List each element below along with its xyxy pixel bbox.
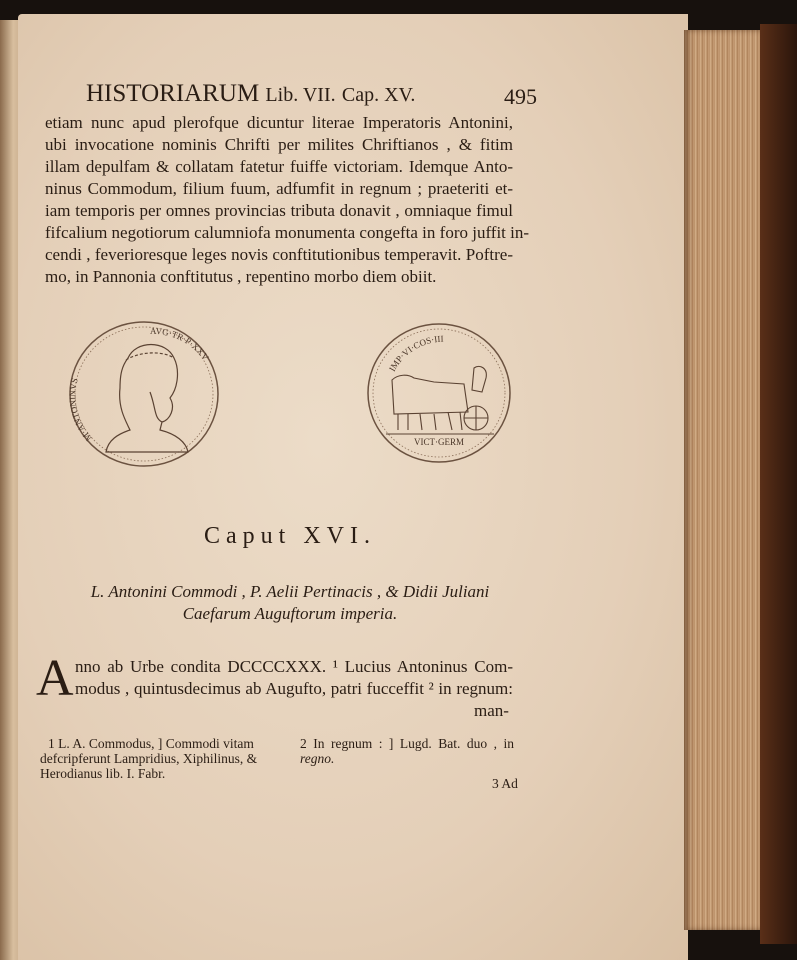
chapter-subtitle-line: L. Antonini Commodi , P. Aelii Pertinacis , & Didii Juliani [90, 582, 490, 601]
drop-cap: A [36, 650, 74, 707]
page-number: 495 [504, 84, 537, 109]
reverse-legend: IMP·VI·COS·III [386, 333, 444, 374]
running-head-chapter: Cap. XV. [341, 84, 416, 106]
body-line: fifcalium negotiorum calumniofa monumenta congefta in foro juffit in- [45, 223, 530, 242]
running-head [86, 80, 415, 109]
body-line: mo, in Pannonia conftitutus , repentino morbo diem obiit. [45, 267, 437, 286]
footnote-1: defcripferunt Lampridius, Xiphilinus, & [40, 751, 258, 766]
body-line: ninus Commodum, filium fuum, adfumfit in regnum ; praeteriti et- [45, 179, 513, 198]
footnote-next-catch: 3 Ad [492, 776, 518, 791]
body-line: cendi , feverioresque leges novis conftitutionibus temperavit. Poftre- [45, 245, 513, 264]
footnote-1: Herodianus lib. I. Fabr. [40, 766, 166, 781]
obverse-legend-left: M·ANTONINVS [67, 377, 94, 444]
catchword: man- [474, 701, 509, 720]
book-cover [760, 24, 797, 944]
chapter-heading: Caput XVI. [204, 523, 376, 549]
obverse-legend-right: AVG·TR·P·XXV [149, 325, 211, 363]
chapter-subtitle-line: Caefarum Auguftorum imperia. [182, 604, 398, 623]
body-line: iam temporis per omnes provincias tributa donavit , omniaque fimul [45, 201, 513, 220]
emperor-portrait-icon [106, 345, 188, 453]
footnote-2: regno. [300, 751, 335, 766]
body-line: etiam nunc apud plerofque dicuntur literae Imperatoris Antonini, [45, 113, 513, 132]
coin-obverse [66, 318, 222, 470]
reverse-exergue: VICT·GERM [414, 437, 464, 447]
running-head-book: Lib. VII. [265, 84, 336, 106]
paragraph-line: nno ab Urbe condita DCCCCXXX. ¹ Lucius Antoninus Com- [75, 657, 513, 676]
coin-reverse [364, 320, 514, 466]
page-fore-edge [684, 30, 762, 930]
body-line: ubi invocatione nominis Chrifti per milites Chriftianos , & fitim [45, 135, 513, 154]
body-line: illam depulfam & collatam fatetur fuiffe victoriam. Idemque Anto- [45, 157, 513, 176]
footnote-2: 2 In regnum : ] Lugd. Bat. duo , in [300, 736, 514, 751]
running-head-title: HISTORIARUM [86, 80, 260, 107]
footnote-1: 1 L. A. Commodus, ] Commodi vitam [48, 736, 254, 751]
quadriga-icon [386, 366, 494, 434]
paragraph-line: modus , quintusdecimus ab Augufto, patri fucceffit ² in regnum: [75, 679, 513, 698]
